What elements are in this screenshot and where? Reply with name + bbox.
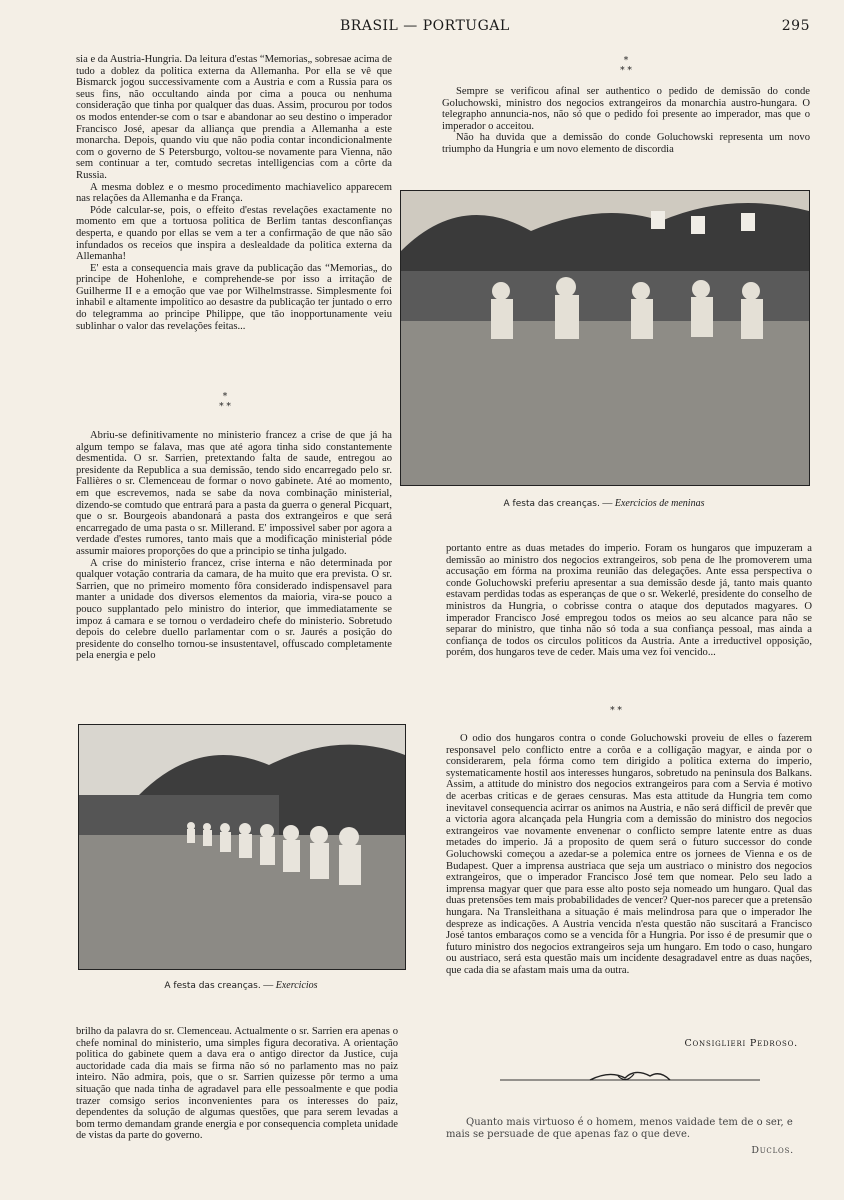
section-separator-stars: * * (610, 706, 622, 716)
photograph-children-exercises (78, 724, 406, 970)
paragraph: brilho da palavra do sr. Clemenceau. Actualmente o sr. Sarrien era apenas o chefe nominal do ministerio, uma simples figura decorativa. A orientação politica do gabinete quem a dava era o antigo director da Justice, cuja auctoridade cada dia mais se firma não só no parlamento mas no paiz inteiro. Não admira, pois, que o sr. Sarrien quizesse pôr termo a uma situação que nada tinha de agradavel para elle pessoalmente e que podia trazer comsigo serios inconvenientes para os interesses do paiz, dependentes da solução de algumas questões, que para serem levadas a bom termo demandam grande energia e por consequencia completa unidade de vistas da parte do governo. (76, 1026, 398, 1142)
paragraph: Sempre se verificou afinal ser authentico o pedido de demissão do conde Goluchowski, ministro dos negocios extrangeiros da monarchia austro-hungara. O telegrapho annuncia-nos, não só que o pedido foi presente ao imperador, mas que o imperador o acceitou. (442, 86, 810, 132)
paragraph: Não ha duvida que a demissão do conde Goluchowski representa um novo triumpho da Hungria e um novo elemento de discordia (442, 132, 810, 155)
paragraph: E' esta a consequencia mais grave da publicação das “Memorias„ do principe de Hohenlohe, e comprehende-se por isso a irritação de Guilherme II e a emoção que vae por Wilhelmstrasse. Simplesmente foi inhabil e altamente impolitico ao desastre da publicação ter juntado o erro do telegramma ao principe Philippe, que tão inopportunamente veiu sublinhar o valor das revelações feitas... (76, 262, 392, 332)
photograph-image (79, 725, 405, 969)
decorative-divider (500, 1066, 760, 1090)
paragraph: Póde calcular-se, pois, o effeito d'estas revelações exactamente no momento em que a tortuosa politica de Berlim tantas desconfianças desperta, e quando por ellas se vem a ter a confirmação de que não são infundados os receios que inspira a deslealdade da politica externa da Allemanha! (76, 204, 392, 263)
article-left-mid (76, 430, 392, 662)
caption-label: A festa das creanças. (164, 981, 261, 991)
section-separator-stars: * * * (620, 56, 632, 76)
caption-label: A festa das creanças. (503, 499, 600, 509)
quote-author: Duclos. (751, 1145, 794, 1156)
article-left-bottom (76, 1026, 398, 1142)
section-separator-stars: * * * (219, 392, 231, 412)
caption-dash: — (260, 980, 276, 991)
photograph-caption (78, 980, 404, 991)
article-right-top (442, 86, 810, 156)
article-right-mid (446, 543, 812, 659)
caption-description: Exercicios de meninas (614, 498, 705, 509)
paragraph: sia e da Austria-Hungria. Da leitura d'estas “Memorias„ sobresae acima de tudo a doblez da politica externa da Allemanha. Por ella se vê que Bismarck jogou successivamente com a Austria e com a Russia para os seus fins, não occultando ainda por cima a pouca ou nenhuma consideração que tinha por qualquer das duas. Assim, procurou por todos os modos entender-se com o tsar e abandonar ao seu destino o imperador Francisco José, apesar da alliança que prendia a Allemanha a este monarcha. Depois, quando viu que não podia contar incondicionalmente com o governo de S Petersburgo, voltou-se novamente para Vienna, não sem continuar a ter, comtudo secretas intelligencias com a côrte da Russia. (76, 54, 392, 181)
article-right-bottom (446, 733, 812, 976)
quote-text: Quanto mais virtuoso é o homem, menos vaidade tem de o ser, e mais se persuade de que apenas faz o que deve. (446, 1117, 793, 1140)
paragraph: portanto entre as duas metades do imperio. Foram os hungaros que impuzeram a demissão ao ministro dos negocios extrangeiros, sob pena de lhe promoverem uma accusação em fórma na proxima reunião das delegações. Ante essa perspectiva o conde Goluchowski preferiu apresentar a sua demissão desde já, tanto mais quanto estavam perdidas todas as esperanças de que o sr. Wekerlé, presidente do conselho de ministros da Hungria, o cobrisse contra o ataque dos deputados magyares. O imperador Francisco José empregou todos os meios ao seu alcance para não se separar do ministro, que tinha não só toda a sua confiança pessoal, mas ainda a confiança de todos os circulos politicos da Austria. Ante a irreductivel opposição, porém, dos hungaros teve de ceder. Mais uma vez foi vencido... (446, 543, 812, 659)
page-number: 295 (781, 18, 810, 34)
running-header-title: BRASIL — PORTUGAL (340, 18, 510, 34)
paragraph: O odio dos hungaros contra o conde Goluchowski proveiu de elles o fazerem responsavel pelo conflicto entre a corôa e a collígação magyar, e ainda por o considerarem, pela fórma como tem dirigido a politica externa do imperio, systematicamente hostil aos interesses hungaros, sobretudo na peninsula dos Balkans. Assim, a attitude do ministro dos negocios extrangeiros para com a Servia é motivo de acerbas criticas e de geraes censuras. Mas esta attitude da Hungria tem como inevitavel consequencia acirrar os animos na Austria, e não será difficil de prevêr que a victoria agora alcançada pela Hungria com a demissão do ministro dos negocios extrangeiros vae novamente envenenar o conflicto sempre latente entre as duas metades do imperio. Já a proposito de quem será o futuro successor do conde Goluchowski começou a azedar-se a polemica entre os jornees de Vienna e os de Budapest. Quer a imprensa austriaca que seja um austriaco o ministro dos negocios extrangeiros, que o imperador Francisco José tem que nomear. Pelo seu lado a imprensa magyar quer que para esse alto posto seja nomeado um hungaro. Qual das duas pretensões tem mais probabilidades de vencer? Quer-nos parecer que a pretensão hungara. Na Transleithana a situação é mais melindrosa para que o imperador lhe despreze as indicações. A Austria vencida n'esta questão não suscitará a Francisco José tantos embaraços como se a vencida fôr a Hungria. Por isso é de presumir que o futuro ministro dos negocios extrangeiros seja um hungaro. Em todo o caso, hungaro ou austriaco, será esta questão mais um incidente desagradavel entre as duas nações, que cada dia se afastam mais uma da outra. (446, 733, 812, 976)
article-left-top (76, 54, 392, 332)
photograph-caption (400, 498, 808, 509)
paragraph: A mesma doblez e o mesmo procedimento machiavelico apparecem nas relações da Allemanha e da França. (76, 181, 392, 205)
caption-dash: — (599, 498, 615, 509)
paragraph: Abriu-se definitivamente no ministerio francez a crise de que já ha algum tempo se falava, mas que até agora tinha sido constantemente desmentida. O sr. Sarrien, pretextando falta de saude, entregou ao presidente da Republica a sua demissão, tendo sido encarregado pelo sr. Fallières o sr. Clemenceau de formar o novo gabinete. Até ao momento, em que escrevemos, nada se sabe da nova combinação ministerial, dizendo-se comtudo que entrará para a pasta da guerra o general Picquart, que o sr. Bourgeois abandonará a pasta dos extrangeiros e que será encarregado de uma pasta o sr. Millerand. E' impossivel saber por agora a verdade d'estes rumores, tanto mais que a modificação ministerial póde assumir maiores proporções do que a principio se tinha julgado. (76, 430, 392, 557)
photograph-girls-exercises (400, 190, 810, 486)
author-signature: Consiglieri Pedroso. (684, 1038, 798, 1049)
epigraph-quote (446, 1117, 814, 1157)
photograph-image (401, 191, 809, 485)
paragraph: A crise do ministerio francez, crise interna e não determinada por qualquer votação contraria da camara, de ha muito que era prevista. O sr. Sarrien, que no primeiro momento fôra considerado indispensavel para manter a unidade dos diversos elementos da maioria, vira-se pouco a pouco supplantado pelo ministro do interior, que immediatamente se impoz á camara e se tornou o verdadeiro chefe do ministerio. Sobretudo depois do celebre duello parlamentar com o sr. Jaurés a posição do presidente do conselho tornou-se insustentavel, offuscado completamente pela energia e pelo (76, 557, 392, 662)
caption-description: Exercicios (275, 980, 318, 991)
